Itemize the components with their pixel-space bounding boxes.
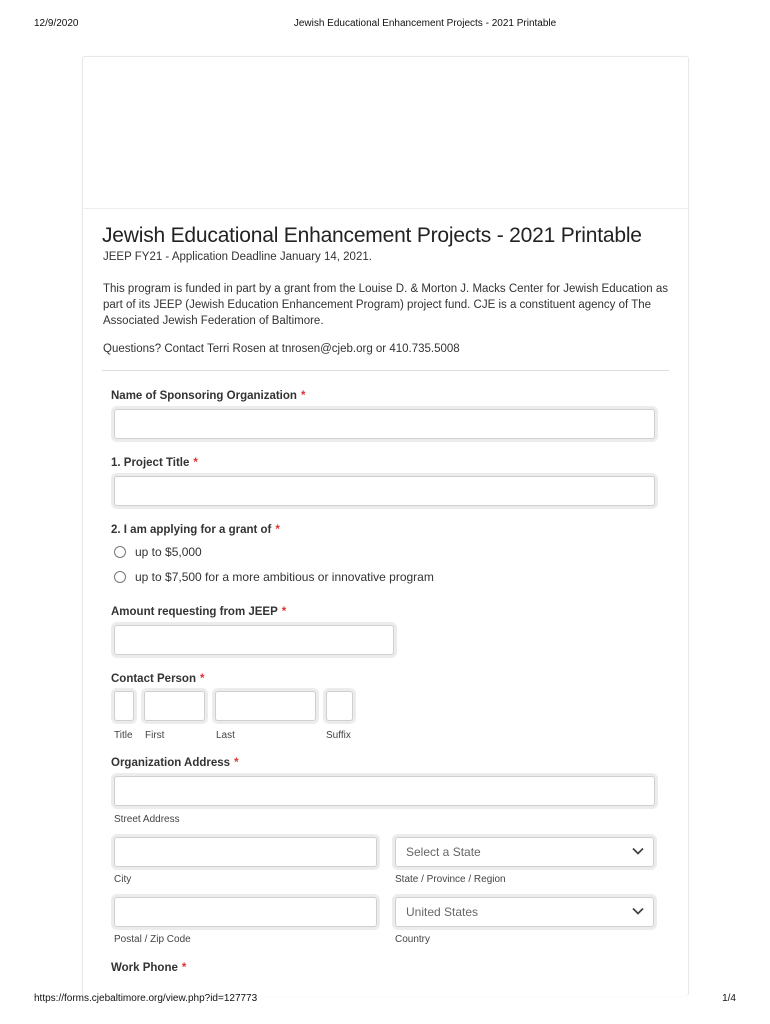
contact-title-sublabel: Title	[114, 730, 133, 741]
contact-person-label	[111, 673, 204, 685]
required-marker: *	[275, 524, 280, 536]
postal-code-sublabel: Postal / Zip Code	[114, 934, 191, 945]
required-marker: *	[200, 673, 205, 685]
sponsoring-org-label	[111, 390, 305, 402]
radio-unchecked-icon[interactable]	[114, 571, 126, 583]
org-address-label-text: Organization Address	[111, 757, 231, 769]
contact-person-label-text: Contact Person	[111, 673, 196, 685]
grant-option-label: up to $7,500 for a more ambitious or innovative program	[135, 570, 434, 584]
work-phone-label-text: Work Phone	[111, 962, 178, 974]
form-title: Jewish Educational Enhancement Projects - 2021 Printable	[102, 224, 642, 247]
amount-requesting-label-text: Amount requesting from JEEP	[111, 606, 278, 618]
grant-option-5000[interactable]	[114, 545, 202, 559]
contact-last-sublabel: Last	[216, 730, 235, 741]
divider	[102, 370, 669, 371]
city-sublabel: City	[114, 874, 132, 885]
grant-amount-label	[111, 524, 280, 536]
required-marker: *	[193, 457, 198, 469]
amount-requesting-input[interactable]	[114, 625, 394, 655]
street-address-input[interactable]	[114, 776, 655, 806]
grant-option-label: up to $5,000	[135, 545, 202, 559]
postal-code-input[interactable]	[114, 897, 377, 927]
street-address-sublabel: Street Address	[114, 814, 180, 825]
form-description: This program is funded in part by a grant from the Louise D. & Morton J. Macks Center for Jewish Education as part of its JEEP (Jewish Education Enhancement Program) project fund. CJE is a constituent agency of The Associated Jewish Federation of Baltimore.	[103, 283, 669, 327]
org-address-label	[111, 757, 239, 769]
form-subtitle: JEEP FY21 - Application Deadline January 14, 2021.	[103, 251, 372, 263]
contact-suffix-input[interactable]	[326, 691, 353, 721]
country-select[interactable]	[395, 897, 654, 927]
required-marker: *	[300, 390, 306, 402]
contact-title-input[interactable]	[114, 691, 134, 721]
contact-last-input[interactable]	[215, 691, 316, 721]
state-sublabel: State / Province / Region	[395, 874, 506, 885]
radio-unchecked-icon[interactable]	[114, 546, 126, 558]
contact-first-input[interactable]	[144, 691, 205, 721]
country-sublabel: Country	[395, 934, 431, 945]
chevron-down-icon	[631, 846, 645, 856]
print-footer	[0, 990, 770, 1010]
required-marker: *	[281, 606, 287, 618]
print-title: Jewish Educational Enhancement Projects - 2021 Printable	[293, 18, 557, 29]
required-marker: *	[181, 962, 187, 974]
country-select-value: United States	[406, 905, 479, 919]
contact-first-sublabel: First	[145, 730, 165, 741]
grant-amount-label-text: 2. I am applying for a grant of	[111, 524, 272, 536]
project-title-input[interactable]	[114, 476, 655, 506]
state-select-value: Select a State	[406, 845, 481, 859]
required-marker: *	[234, 757, 239, 769]
print-url: https://forms.cjebaltimore.org/view.php?id=127773	[34, 993, 258, 1004]
work-phone-label	[111, 962, 186, 974]
grant-option-7500[interactable]	[114, 570, 434, 584]
amount-requesting-label	[111, 606, 286, 618]
print-header	[0, 12, 770, 32]
project-title-label	[111, 457, 198, 469]
project-title-label-text: 1. Project Title	[111, 457, 190, 469]
sponsoring-org-label-text: Name of Sponsoring Organization	[111, 390, 297, 402]
state-select[interactable]	[395, 837, 654, 867]
page-number: 1/4	[722, 993, 736, 1004]
sponsoring-org-input[interactable]	[114, 409, 655, 439]
print-date: 12/9/2020	[34, 18, 79, 29]
chevron-down-icon	[631, 906, 645, 916]
city-input[interactable]	[114, 837, 377, 867]
form-banner	[82, 57, 689, 209]
contact-suffix-sublabel: Suffix	[326, 730, 351, 741]
form-questions: Questions? Contact Terri Rosen at tnrosen@cjeb.org or 410.735.5008	[103, 343, 460, 355]
